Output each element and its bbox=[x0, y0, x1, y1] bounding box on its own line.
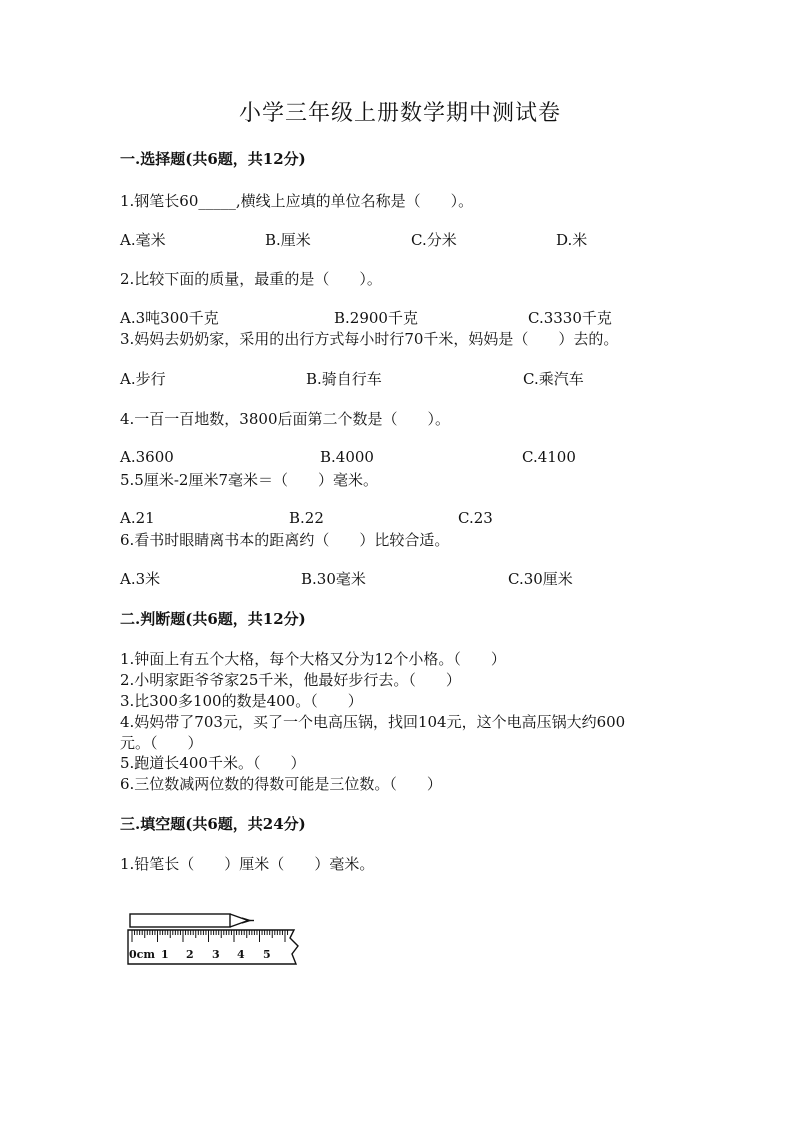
option-a: A.3米 bbox=[120, 570, 161, 588]
option-c: C.23 bbox=[458, 509, 493, 527]
question-2-5: 5.跑道长400千米。（ ） bbox=[120, 754, 306, 772]
option-b: B.2900千克 bbox=[334, 309, 418, 327]
option-c: C.30厘米 bbox=[508, 570, 573, 588]
question-1-1: 1.钢笔长60_____,横线上应填的单位名称是（ ）。 bbox=[120, 192, 474, 210]
option-b: B.30毫米 bbox=[301, 570, 366, 588]
option-c: C.分米 bbox=[411, 231, 457, 249]
question-2-2: 2.小明家距爷爷家25千米，他最好步行去。（ ） bbox=[120, 671, 461, 689]
ruler-label-0cm: 0cm bbox=[129, 948, 155, 961]
option-b: B.4000 bbox=[320, 448, 374, 466]
option-a: A.3600 bbox=[120, 448, 174, 466]
pencil-icon bbox=[130, 914, 254, 927]
option-a: A.步行 bbox=[120, 370, 166, 388]
option-b: B.22 bbox=[289, 509, 324, 527]
question-1-5: 5.5厘米-2厘米7毫米＝（ ）毫米。 bbox=[120, 471, 379, 489]
ruler-label-2: 2 bbox=[186, 948, 194, 961]
question-3-1: 1.铅笔长（ ）厘米（ ）毫米。 bbox=[120, 855, 375, 873]
option-c: C.乘汽车 bbox=[523, 370, 584, 388]
ruler-label-4: 4 bbox=[237, 948, 245, 961]
ruler-label-1: 1 bbox=[161, 948, 169, 961]
option-b: B.骑自行车 bbox=[306, 370, 382, 388]
ruler-label-3: 3 bbox=[212, 948, 220, 961]
option-b: B.厘米 bbox=[265, 231, 311, 249]
option-a: A.21 bbox=[120, 509, 155, 527]
section-heading-fill-blank: 三.填空题(共6题，共24分) bbox=[120, 815, 306, 833]
question-2-3: 3.比300多100的数是400。（ ） bbox=[120, 692, 363, 710]
question-1-3: 3.妈妈去奶奶家，采用的出行方式每小时行70千米，妈妈是（ ）去的。 bbox=[120, 330, 619, 348]
page-title: 小学三年级上册数学期中测试卷 bbox=[238, 101, 561, 126]
pencil-ruler-icon bbox=[126, 910, 306, 970]
question-2-4-continued: 元。（ ） bbox=[120, 734, 203, 752]
option-d: D.米 bbox=[556, 231, 588, 249]
question-1-4: 4.一百一百地数，3800后面第二个数是（ ）。 bbox=[120, 410, 450, 428]
ruler-label-5: 5 bbox=[263, 948, 271, 961]
question-2-4: 4.妈妈带了703元，买了一个电高压锅，找回104元，这个电高压锅大约600 bbox=[120, 713, 626, 731]
option-a: A.毫米 bbox=[120, 231, 166, 249]
option-c: C.4100 bbox=[522, 448, 576, 466]
section-heading-true-false: 二.判断题(共6题，共12分) bbox=[120, 610, 306, 628]
pencil-ruler-figure bbox=[126, 910, 306, 970]
section-heading-choice: 一.选择题(共6题，共12分) bbox=[120, 150, 306, 168]
question-1-2: 2.比较下面的质量，最重的是（ ）。 bbox=[120, 270, 382, 288]
question-1-6: 6.看书时眼睛离书本的距离约（ ）比较合适。 bbox=[120, 531, 450, 549]
question-2-6: 6.三位数减两位数的得数可能是三位数。（ ） bbox=[120, 775, 442, 793]
question-2-1: 1.钟面上有五个大格，每个大格又分为12个小格。（ ） bbox=[120, 650, 506, 668]
option-c: C.3330千克 bbox=[528, 309, 612, 327]
option-a: A.3吨300千克 bbox=[120, 309, 219, 327]
